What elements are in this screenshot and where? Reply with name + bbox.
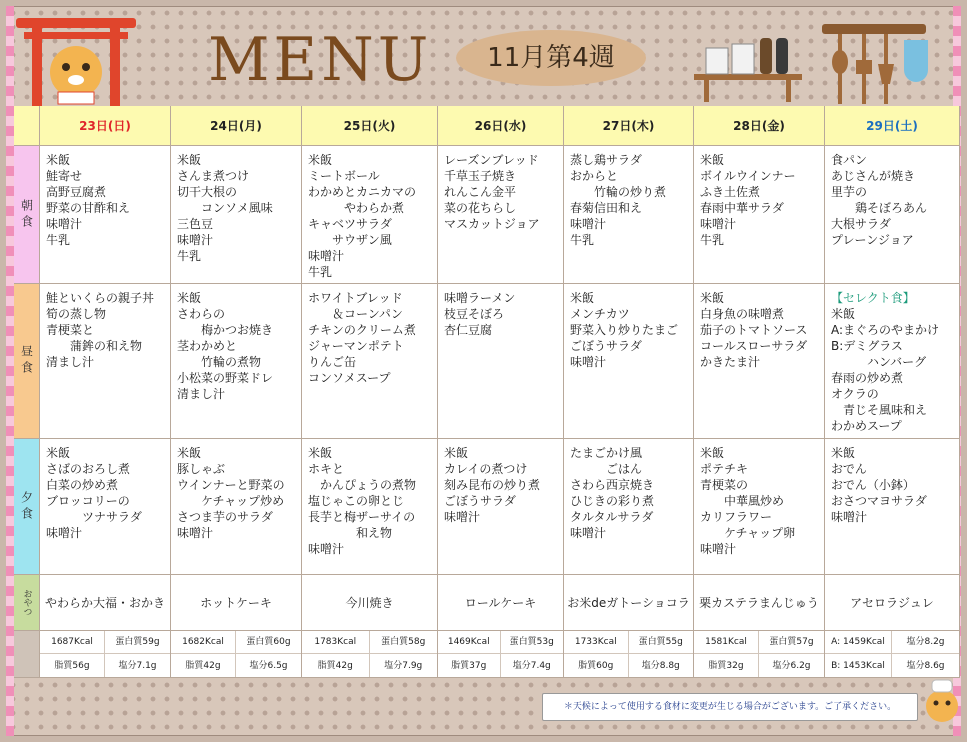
menu-item: 竹輪の煮物 (177, 355, 262, 369)
menu-item: 牛乳 (700, 233, 725, 247)
breakfast-cell (302, 146, 438, 284)
menu-item: さわらの (177, 307, 226, 321)
menu-item: おからと (570, 169, 619, 183)
menu-item: 大根サラダ (831, 217, 891, 231)
menu-item: 味噌汁 (308, 249, 345, 263)
protein-value: 蛋白質55g (629, 631, 694, 654)
fat-value: 脂質42g (302, 654, 370, 677)
salt-value: 塩分7.4g (512, 660, 551, 671)
menu-item: 野菜の甘酢和え (46, 201, 131, 215)
lunch-cell (171, 284, 302, 439)
fat-value: 脂質32g (694, 654, 759, 677)
menu-item: ふき土佐煮 (700, 185, 761, 199)
menu-item: ミートボール (308, 169, 380, 183)
protein-value: 蛋白質53g (501, 631, 564, 654)
dinner-cell (302, 439, 438, 575)
nutrition-label (14, 631, 40, 678)
menu-item: おさつマヨサラダ (831, 494, 927, 508)
snack-cell: ホットケーキ (171, 575, 302, 631)
calories-value: 1733Kcal (564, 631, 629, 654)
salt-value: 塩分8.6g (906, 660, 945, 671)
menu-item: 青梗菜の (700, 478, 749, 492)
menu-item: わかめとカニカマの (308, 185, 417, 199)
protein-value: 蛋白質59g (105, 631, 170, 654)
breakfast-cell (825, 146, 960, 284)
calories-value: 1783Kcal (302, 631, 370, 654)
torii-mascot-illustration (14, 12, 138, 108)
menu-item: おでん (831, 462, 867, 476)
lunch-cell (825, 284, 960, 439)
menu-item: コンソメ風味 (177, 201, 273, 215)
menu-item: ツナサラダ (46, 510, 142, 524)
menu-item: タルタルサラダ (570, 510, 654, 524)
menu-item: 青梗菜と (46, 323, 95, 337)
protein-value: 蛋白質58g (370, 631, 438, 654)
menu-item: メンチカツ (570, 307, 630, 321)
salt-value: 塩分8.2g (892, 631, 959, 654)
day-header: 26日(水) (438, 106, 564, 146)
salt-value: 塩分6.5g (249, 660, 288, 671)
menu-item: 米飯 (700, 446, 725, 460)
dinner-cell (171, 439, 302, 575)
menu-item: ひじきの彩り煮 (570, 494, 655, 508)
lunch-cell (694, 284, 825, 439)
lunch-cell (302, 284, 438, 439)
menu-item: 梅かつお焼き (177, 323, 274, 337)
menu-item: 青じそ風味和え (831, 403, 928, 417)
menu-item: マスカットジョア (444, 217, 540, 231)
day-header: 29日(土) (825, 106, 960, 146)
menu-item: 白菜の炒め煮 (46, 478, 119, 492)
menu-item: ポテチキ (700, 462, 749, 476)
menu-item: さばのおろし煮 (46, 462, 131, 476)
menu-item: 切干大根の (177, 185, 238, 199)
menu-item: おでん（小鉢） (831, 478, 915, 492)
menu-item: 米飯 (308, 446, 333, 460)
menu-item: 牛乳 (570, 233, 595, 247)
menu-item: 白身魚の味噌煮 (700, 307, 785, 321)
calories-value: 1682Kcal (171, 631, 236, 654)
menu-item: 鮭といくらの親子丼 (46, 291, 155, 305)
calories-value: A: 1459Kcal (825, 631, 892, 654)
salt-value: 塩分8.8g (641, 660, 680, 671)
page-title: MENU (208, 25, 433, 95)
nutrition-cell (438, 631, 564, 678)
menu-item: 蒸し鶏サラダ (570, 153, 642, 167)
menu-item: ハンバーグ (831, 355, 927, 369)
dinner-cell (40, 439, 171, 575)
fat-value: 脂質37g (438, 654, 501, 677)
menu-item: 鮭寄せ (46, 169, 83, 183)
menu-item: 米飯 (308, 153, 333, 167)
menu-item: 茎わかめと (177, 339, 238, 353)
menu-item: ホキと (308, 462, 345, 476)
menu-item: コールスローサラダ (700, 339, 808, 353)
menu-item: 食パン (831, 153, 868, 167)
lunch-cell (564, 284, 694, 439)
menu-item: あじさんが焼き (831, 169, 916, 183)
menu-item: 三色豆 (177, 217, 214, 231)
menu-item: レーズンブレッド (444, 153, 539, 167)
menu-item: 鶏そぼろあん (831, 201, 928, 215)
menu-item: ＆コーンパン (308, 307, 403, 321)
menu-item: さつま芋のサラダ (177, 510, 273, 524)
menu-item: 長芋と梅ザーサイの (308, 510, 416, 524)
menu-item: さんま煮つけ (177, 169, 250, 183)
menu-item: 味噌汁 (570, 355, 607, 369)
snack-cell: 栗カステラまんじゅう (694, 575, 825, 631)
calories-value: 1469Kcal (438, 631, 501, 654)
menu-item: 竹輪の炒り煮 (570, 185, 667, 199)
nutrition-cell (694, 631, 825, 678)
breakfast-cell (438, 146, 564, 284)
menu-item: A:まぐろのやまかけ (831, 323, 940, 337)
fat-value: 脂質60g (564, 654, 629, 677)
menu-item: 米飯 (177, 291, 202, 305)
menu-item: 高野豆腐煮 (46, 185, 107, 199)
dinner-cell (564, 439, 694, 575)
menu-item: さわら西京焼き (570, 478, 655, 492)
menu-item: 味噌汁 (46, 217, 83, 231)
day-header: 25日(火) (302, 106, 438, 146)
menu-item: 米飯 (46, 153, 71, 167)
menu-item: 味噌汁 (570, 217, 607, 231)
menu-item: 米飯 (831, 446, 856, 460)
menu-item: ウインナーと野菜の (177, 478, 285, 492)
menu-item: 牛乳 (177, 249, 202, 263)
nutrition-cell (302, 631, 438, 678)
menu-item: 小松菜の野菜ドレ (177, 371, 274, 385)
breakfast-cell (171, 146, 302, 284)
menu-item: 刻み昆布の炒り煮 (444, 478, 541, 492)
nutrition-cell (825, 631, 960, 678)
menu-item: 米飯 (570, 291, 595, 305)
menu-item: B:デミグラス (831, 339, 903, 353)
mascot-icon (922, 676, 962, 734)
menu-item: チキンのクリーム煮 (308, 323, 416, 337)
menu-item: りんご缶 (308, 355, 357, 369)
menu-item: 米飯 (444, 446, 469, 460)
menu-item: 春菊信田和え (570, 201, 643, 215)
menu-item: れんこん金平 (444, 185, 517, 199)
nutrition-cell (171, 631, 302, 678)
menu-item: 米飯 (177, 153, 202, 167)
left-border-decoration (6, 6, 14, 736)
menu-item: 牛乳 (308, 265, 333, 279)
breakfast-cell (694, 146, 825, 284)
dinner-cell (694, 439, 825, 575)
menu-item: かんぴょうの煮物 (308, 478, 417, 492)
menu-item: 米飯 (177, 446, 202, 460)
menu-item: 味噌汁 (444, 510, 481, 524)
menu-item: 塩じゃこの卵とじ (308, 494, 405, 508)
menu-item: ケチャップ卵 (700, 526, 796, 540)
menu-item: 清まし汁 (177, 387, 226, 401)
menu-item: 牛乳 (46, 233, 71, 247)
menu-item: 和え物 (308, 526, 393, 540)
menu-item: カレイの煮つけ (444, 462, 528, 476)
menu-item: 味噌汁 (177, 526, 214, 540)
menu-item: 蒲鉾の和え物 (46, 339, 143, 353)
kitchen-utensils-illustration (818, 14, 938, 106)
menu-item: ジャーマンポテト (308, 339, 404, 353)
salt-value: 塩分7.9g (384, 660, 423, 671)
calories-value: B: 1453Kcal (825, 654, 892, 677)
menu-item: 菜の花ちらし (444, 201, 517, 215)
menu-item: 米飯 (46, 446, 71, 460)
fat-value: 脂質56g (40, 654, 105, 677)
menu-item: 味噌汁 (46, 526, 83, 540)
footer-note: ＊天候によって使用する食材に変更が生じる場合がございます。ご了承ください。 (542, 693, 918, 721)
menu-item: ごぼうサラダ (444, 494, 516, 508)
menu-item: 米飯 (700, 153, 725, 167)
menu-item: 【セレクト食】 (831, 291, 915, 305)
menu-item: ホワイトブレッド (308, 291, 403, 305)
menu-item: ごぼうサラダ (570, 339, 642, 353)
breakfast-label: 朝食 (14, 146, 40, 284)
menu-item: オクラの (831, 387, 879, 401)
menu-item: 味噌汁 (831, 510, 868, 524)
calories-value: 1687Kcal (40, 631, 105, 654)
menu-item: 味噌汁 (700, 217, 737, 231)
menu-item: 千草玉子焼き (444, 169, 517, 183)
menu-item: 筍の蒸し物 (46, 307, 107, 321)
fat-value: 脂質42g (171, 654, 236, 677)
protein-value: 蛋白質60g (236, 631, 301, 654)
menu-item: ボイルウインナー (700, 169, 796, 183)
table-corner (14, 106, 40, 146)
snack-cell: 今川焼き (302, 575, 438, 631)
menu-item: 味噌汁 (570, 526, 607, 540)
menu-table (14, 106, 960, 678)
menu-item: ブロッコリーの (46, 494, 130, 508)
menu-item: 春雨中華サラダ (700, 201, 784, 215)
menu-item: 味噌汁 (177, 233, 214, 247)
menu-item: ケチャップ炒め (177, 494, 285, 508)
menu-item: 味噌ラーメン (444, 291, 516, 305)
menu-item: 杏仁豆腐 (444, 323, 493, 337)
lunch-cell (40, 284, 171, 439)
menu-item: 味噌汁 (308, 542, 345, 556)
dinner-label: 夕食 (14, 439, 40, 575)
menu-item: 味噌汁 (700, 542, 737, 556)
menu-item: 中華風炒め (700, 494, 785, 508)
menu-item: 枝豆そぼろ (444, 307, 505, 321)
menu-item: 豚しゃぶ (177, 462, 226, 476)
menu-item: プレーンジョア (831, 233, 914, 247)
snack-cell: ロールケーキ (438, 575, 564, 631)
day-header: 28日(金) (694, 106, 825, 146)
nutrition-cell (40, 631, 171, 678)
salt-value: 塩分7.1g (118, 660, 157, 671)
day-header: 27日(木) (564, 106, 694, 146)
day-header: 24日(月) (171, 106, 302, 146)
week-badge: 11月第4週 (456, 30, 646, 86)
menu-item: 野菜入り炒りたまご (570, 323, 679, 337)
breakfast-cell (40, 146, 171, 284)
menu-item: やわらか煮 (308, 201, 405, 215)
menu-item: キャベツサラダ (308, 217, 392, 231)
protein-value: 蛋白質57g (759, 631, 824, 654)
dinner-cell (825, 439, 960, 575)
nutrition-cell (564, 631, 694, 678)
lunch-cell (438, 284, 564, 439)
snack-cell: やわらか大福・おかき (40, 575, 171, 631)
menu-item: カリフラワー (700, 510, 773, 524)
snack-cell: アセロラジュレ (825, 575, 960, 631)
menu-item: 清まし汁 (46, 355, 95, 369)
menu-item: コンソメスープ (308, 371, 391, 385)
menu-item: サウザン風 (308, 233, 392, 247)
menu-item: ごはん (570, 462, 643, 476)
dinner-cell (438, 439, 564, 575)
menu-item: 春雨の炒め煮 (831, 371, 904, 385)
lunch-label: 昼食 (14, 284, 40, 439)
breakfast-cell (564, 146, 694, 284)
kitchen-shelf-illustration (690, 24, 806, 104)
menu-item: わかめスープ (831, 419, 902, 433)
day-header: 23日(日) (40, 106, 171, 146)
menu-item: 里芋の (831, 185, 868, 199)
menu-item: 茄子のトマトソース (700, 323, 808, 337)
menu-item: かきたま汁 (700, 355, 761, 369)
menu-item: 米飯 (700, 291, 725, 305)
snack-label: おやつ (14, 575, 40, 631)
calories-value: 1581Kcal (694, 631, 759, 654)
snack-cell: お米deガトーショコラ (564, 575, 694, 631)
menu-item: 米飯 (831, 307, 856, 321)
menu-item: たまごかけ風 (570, 446, 643, 460)
salt-value: 塩分6.2g (772, 660, 811, 671)
